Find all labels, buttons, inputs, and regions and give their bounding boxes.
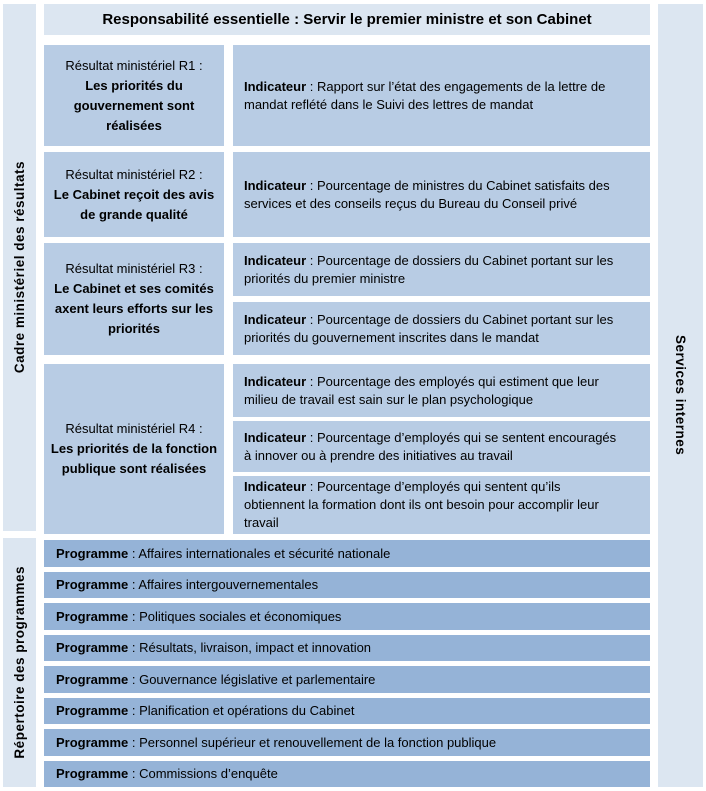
program-separator: : [128, 703, 140, 719]
program-text [56, 640, 371, 655]
indicator-separator: : [306, 479, 317, 494]
indicator-prefix: Indicateur [244, 177, 307, 193]
program-prefix: Programme [56, 545, 129, 561]
framework-rail [3, 4, 36, 531]
program-name: Gouvernance législative et parlementaire [139, 671, 376, 687]
result-cell-r1 [44, 45, 224, 146]
program-inventory [44, 540, 650, 787]
program-separator: : [128, 766, 140, 782]
program-text [56, 577, 318, 592]
indicator-cell [233, 243, 650, 296]
result-row-r1 [44, 45, 650, 146]
program-bar [44, 572, 650, 599]
indicator-prefix: Indicateur [244, 252, 307, 268]
indicator-cell [233, 476, 650, 534]
program-name: Commissions d’enquête [139, 766, 278, 782]
program-bar [44, 635, 650, 662]
program-bar [44, 540, 650, 567]
program-name: Résultats, livraison, impact et innovation [139, 640, 372, 656]
program-prefix: Programme [56, 766, 129, 782]
program-separator: : [128, 608, 140, 624]
result-label: Résultat ministériel R1 : [65, 57, 203, 73]
indicator-stack-r3 [233, 243, 650, 355]
result-outcome: Le Cabinet et ses comités axent leurs efforts sur les priorités [54, 281, 214, 336]
result-cell-r3 [44, 243, 224, 355]
indicator-separator: : [306, 78, 317, 94]
core-responsibility-header [44, 4, 650, 35]
indicator-separator: : [306, 177, 317, 193]
result-label: Résultat ministériel R3 : [65, 261, 203, 276]
indicator-separator: : [306, 429, 317, 445]
program-text [56, 766, 278, 781]
program-separator: : [128, 671, 140, 687]
indicator-cell [233, 302, 650, 355]
program-separator: : [128, 577, 139, 593]
indicator-separator: : [306, 252, 317, 268]
indicator-cell [233, 45, 650, 146]
program-prefix: Programme [56, 577, 129, 593]
result-label: Résultat ministériel R4 : [65, 421, 203, 436]
program-prefix: Programme [56, 640, 129, 656]
result-label: Résultat ministériel R2 : [65, 166, 203, 182]
program-name: Personnel supérieur et renouvellement de la fonction publique [139, 734, 497, 750]
indicator-text [244, 311, 620, 347]
indicator-prefix: Indicateur [244, 78, 307, 94]
indicator-text [244, 252, 620, 288]
program-name: Affaires intergouvernementales [138, 577, 319, 593]
program-text [56, 672, 375, 687]
framework-rail-label: Cadre ministériel des résultats [12, 161, 27, 374]
indicator-body: Pourcentage de dossiers du Cabinet portant sur les priorités du gouvernement inscrites dans le mandat [244, 311, 614, 345]
program-separator: : [128, 640, 140, 656]
result-outcome: Les priorités de la fonction publique sont réalisées [50, 441, 218, 476]
indicator-text [244, 478, 620, 532]
result-outcome: Les priorités du gouvernement sont réalisées [73, 77, 195, 133]
indicator-body: Pourcentage des employés qui estiment que leur milieu de travail est sain sur le plan psychologique [244, 373, 599, 407]
program-prefix: Programme [56, 734, 129, 750]
indicator-body: Pourcentage d’employés qui se sentent encouragés à innover ou à prendre des initiatives au travail [244, 429, 617, 463]
program-prefix: Programme [56, 703, 129, 719]
program-inventory-rail-label: Répertoire des programmes [12, 566, 27, 759]
program-separator: : [128, 545, 139, 561]
program-inventory-rail [3, 538, 36, 787]
program-name: Planification et opérations du Cabinet [139, 703, 355, 719]
indicator-cell [233, 421, 650, 472]
indicator-cell [233, 152, 650, 237]
main-content [44, 4, 650, 787]
program-bar [44, 698, 650, 725]
result-cell-r4 [44, 364, 224, 534]
indicator-body: Pourcentage de ministres du Cabinet satisfaits des services et des conseils reçus du Bureau du Conseil privé [244, 177, 610, 211]
indicator-prefix: Indicateur [244, 373, 307, 389]
indicator-text [244, 78, 620, 114]
program-text [56, 609, 341, 624]
result-row-r3 [44, 243, 650, 355]
indicator-stack-r4 [233, 364, 650, 534]
indicator-stack-r2 [233, 152, 650, 237]
left-rail [3, 4, 36, 787]
indicator-separator: : [306, 311, 317, 327]
core-responsibility-title: Responsabilité essentielle : Servir le premier ministre et son Cabinet [102, 11, 592, 28]
indicator-text [244, 373, 620, 409]
program-prefix: Programme [56, 608, 129, 624]
indicator-body: Pourcentage de dossiers du Cabinet portant sur les priorités du premier ministre [244, 252, 614, 286]
indicator-prefix: Indicateur [244, 311, 307, 327]
program-prefix: Programme [56, 671, 129, 687]
program-separator: : [128, 734, 140, 750]
program-text [56, 735, 496, 750]
program-text [56, 703, 354, 718]
program-text [56, 546, 390, 561]
indicator-prefix: Indicateur [244, 479, 307, 494]
indicator-text [244, 177, 620, 213]
internal-services-rail-label: Services internes [673, 335, 688, 456]
internal-services-rail [658, 4, 703, 787]
indicator-stack-r1 [233, 45, 650, 146]
indicator-body: Pourcentage d’employés qui sentent qu’ils obtiennent la formation dont ils ont besoin pour accomplir leur travail [244, 479, 599, 530]
indicator-prefix: Indicateur [244, 429, 307, 445]
result-outcome: Le Cabinet reçoit des avis de grande qualité [53, 186, 215, 222]
program-bar [44, 603, 650, 630]
program-name: Affaires internationales et sécurité nationale [138, 545, 391, 561]
indicator-separator: : [306, 373, 317, 389]
program-name: Politiques sociales et économiques [139, 608, 342, 624]
program-bar [44, 729, 650, 756]
result-cell-r2 [44, 152, 224, 237]
result-row-r4 [44, 364, 650, 534]
indicator-cell [233, 364, 650, 417]
indicator-body: Rapport sur l’état des engagements de la lettre de mandat reflété dans le Suivi des lettres de mandat [244, 78, 606, 112]
program-bar [44, 761, 650, 788]
indicator-text [244, 429, 620, 465]
program-bar [44, 666, 650, 693]
result-row-r2 [44, 152, 650, 237]
